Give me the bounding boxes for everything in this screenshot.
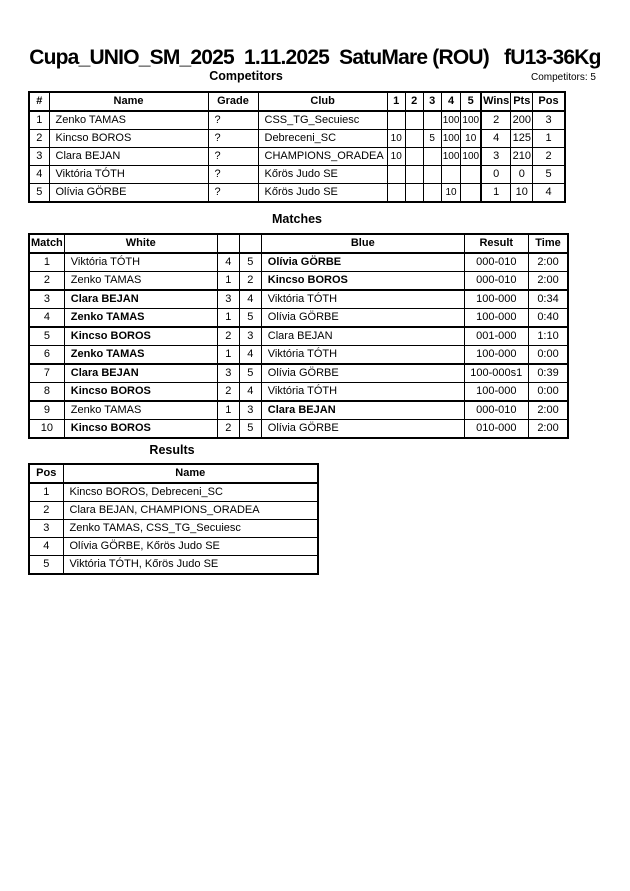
- competitors-table-body: [29, 111, 565, 202]
- header-name: Name: [49, 92, 208, 111]
- header-club: Club: [258, 92, 387, 111]
- round-3-score-cell: [423, 166, 441, 184]
- header-round-5: 5: [461, 92, 481, 111]
- matches-table-body: [29, 253, 568, 438]
- match-result-cell: 100-000: [464, 290, 528, 309]
- match-result-cell: 100-000s1: [464, 364, 528, 383]
- competitor-wins-cell: 2: [481, 111, 511, 130]
- competitor-club-cell: Kőrös Judo SE: [258, 166, 387, 184]
- round-3-score-cell: [423, 184, 441, 203]
- white-player-cell: Kincso BOROS: [64, 383, 217, 402]
- white-player-cell: Viktória TÓTH: [64, 253, 217, 272]
- header-pos: Pos: [533, 92, 565, 111]
- blue-number-cell: 5: [239, 309, 261, 328]
- match-number-cell: 8: [29, 383, 64, 402]
- round-1-score-cell: 10: [387, 148, 405, 166]
- competitor-wins-cell: 0: [481, 166, 511, 184]
- competitor-pts-cell: 0: [511, 166, 533, 184]
- blue-number-cell: 4: [239, 383, 261, 402]
- matches-header-row: [29, 234, 568, 253]
- match-row: [29, 272, 568, 291]
- competitor-pos-cell: 1: [533, 130, 565, 148]
- white-player-cell: Zenko TAMAS: [64, 401, 217, 420]
- white-number-cell: 1: [217, 309, 239, 328]
- competitor-wins-cell: 3: [481, 148, 511, 166]
- white-player-cell: Kincso BOROS: [64, 420, 217, 439]
- header-white-number: [217, 234, 239, 253]
- competitor-club-cell: CHAMPIONS_ORADEA: [258, 148, 387, 166]
- match-result-cell: 000-010: [464, 253, 528, 272]
- competitor-name-cell: Kincso BOROS: [49, 130, 208, 148]
- round-4-score-cell: 100: [441, 111, 461, 130]
- result-row: [29, 483, 318, 502]
- competitor-club-cell: CSS_TG_Secuiesc: [258, 111, 387, 130]
- competitor-club-cell: Debreceni_SC: [258, 130, 387, 148]
- header-wins: Wins: [481, 92, 511, 111]
- blue-number-cell: 5: [239, 253, 261, 272]
- competitor-row: [29, 148, 565, 166]
- blue-player-cell: Viktória TÓTH: [261, 346, 464, 365]
- header-round-2: 2: [405, 92, 423, 111]
- results-section-heading: Results: [149, 443, 195, 457]
- header-result: Result: [464, 234, 528, 253]
- header-number: #: [29, 92, 49, 111]
- blue-player-cell: Olívia GÖRBE: [261, 364, 464, 383]
- competitor-wins-cell: 4: [481, 130, 511, 148]
- round-2-score-cell: [405, 184, 423, 203]
- results-table: [28, 463, 319, 575]
- competitor-row: [29, 166, 565, 184]
- round-4-score-cell: 10: [441, 184, 461, 203]
- match-time-cell: 2:00: [528, 420, 568, 439]
- round-2-score-cell: [405, 166, 423, 184]
- header-time: Time: [528, 234, 568, 253]
- round-3-score-cell: 5: [423, 130, 441, 148]
- match-time-cell: 2:00: [528, 401, 568, 420]
- final-name-cell: Clara BEJAN, CHAMPIONS_ORADEA: [63, 502, 318, 520]
- round-4-score-cell: 100: [441, 130, 461, 148]
- match-time-cell: 0:00: [528, 383, 568, 402]
- white-player-cell: Zenko TAMAS: [64, 346, 217, 365]
- competitor-pos-cell: 3: [533, 111, 565, 130]
- round-5-score-cell: [461, 166, 481, 184]
- blue-player-cell: Kincso BOROS: [261, 272, 464, 291]
- blue-number-cell: 5: [239, 364, 261, 383]
- match-time-cell: 2:00: [528, 272, 568, 291]
- round-1-score-cell: [387, 166, 405, 184]
- white-player-cell: Clara BEJAN: [64, 364, 217, 383]
- match-number-cell: 7: [29, 364, 64, 383]
- round-1-score-cell: [387, 184, 405, 203]
- match-result-cell: 010-000: [464, 420, 528, 439]
- match-result-cell: 000-010: [464, 401, 528, 420]
- match-row: [29, 383, 568, 402]
- blue-number-cell: 2: [239, 272, 261, 291]
- blue-player-cell: Clara BEJAN: [261, 401, 464, 420]
- round-5-score-cell: [461, 184, 481, 203]
- round-2-score-cell: [405, 130, 423, 148]
- blue-player-cell: Viktória TÓTH: [261, 290, 464, 309]
- competitor-wins-cell: 1: [481, 184, 511, 203]
- competitor-number-cell: 2: [29, 130, 49, 148]
- match-row: [29, 346, 568, 365]
- final-position-cell: 5: [29, 556, 63, 575]
- header-white: White: [64, 234, 217, 253]
- header-round-1: 1: [387, 92, 405, 111]
- match-time-cell: 0:00: [528, 346, 568, 365]
- header-grade: Grade: [208, 92, 258, 111]
- match-result-cell: 100-000: [464, 346, 528, 365]
- competitor-pts-cell: 200: [511, 111, 533, 130]
- white-player-cell: Zenko TAMAS: [64, 272, 217, 291]
- white-player-cell: Kincso BOROS: [64, 327, 217, 346]
- match-number-cell: 9: [29, 401, 64, 420]
- competitor-number-cell: 3: [29, 148, 49, 166]
- white-number-cell: 1: [217, 401, 239, 420]
- round-5-score-cell: 100: [461, 111, 481, 130]
- match-time-cell: 2:00: [528, 253, 568, 272]
- white-player-cell: Clara BEJAN: [64, 290, 217, 309]
- competitors-header-row: [29, 92, 565, 111]
- match-result-cell: 100-000: [464, 383, 528, 402]
- round-5-score-cell: 100: [461, 148, 481, 166]
- header-blue: Blue: [261, 234, 464, 253]
- competitor-grade-cell: ?: [208, 111, 258, 130]
- competitor-pts-cell: 125: [511, 130, 533, 148]
- round-3-score-cell: [423, 111, 441, 130]
- white-number-cell: 1: [217, 272, 239, 291]
- round-2-score-cell: [405, 148, 423, 166]
- match-number-cell: 10: [29, 420, 64, 439]
- header-blue-number: [239, 234, 261, 253]
- round-4-score-cell: 100: [441, 148, 461, 166]
- competitors-section-heading: Competitors: [209, 69, 283, 83]
- competitor-pos-cell: 4: [533, 184, 565, 203]
- match-number-cell: 1: [29, 253, 64, 272]
- competitor-pos-cell: 5: [533, 166, 565, 184]
- competitors-count-label: Competitors: 5: [530, 72, 596, 83]
- round-1-score-cell: 10: [387, 130, 405, 148]
- competitor-name-cell: Clara BEJAN: [49, 148, 208, 166]
- match-row: [29, 364, 568, 383]
- competitor-pts-cell: 10: [511, 184, 533, 203]
- result-row: [29, 538, 318, 556]
- header-round-4: 4: [441, 92, 461, 111]
- blue-number-cell: 5: [239, 420, 261, 439]
- white-number-cell: 4: [217, 253, 239, 272]
- competitor-grade-cell: ?: [208, 148, 258, 166]
- match-result-cell: 000-010: [464, 272, 528, 291]
- result-row: [29, 556, 318, 575]
- competitor-grade-cell: ?: [208, 184, 258, 203]
- white-number-cell: 3: [217, 290, 239, 309]
- round-5-score-cell: 10: [461, 130, 481, 148]
- results-table-body: [29, 483, 318, 574]
- competitor-name-cell: Olívia GÖRBE: [49, 184, 208, 203]
- result-row: [29, 520, 318, 538]
- header-final-pos: Pos: [29, 464, 63, 483]
- match-time-cell: 0:34: [528, 290, 568, 309]
- white-number-cell: 2: [217, 327, 239, 346]
- final-position-cell: 2: [29, 502, 63, 520]
- round-1-score-cell: [387, 111, 405, 130]
- blue-player-cell: Olívia GÖRBE: [261, 309, 464, 328]
- competitor-pos-cell: 2: [533, 148, 565, 166]
- white-player-cell: Zenko TAMAS: [64, 309, 217, 328]
- match-row: [29, 401, 568, 420]
- blue-number-cell: 4: [239, 346, 261, 365]
- blue-player-cell: Olívia GÖRBE: [261, 253, 464, 272]
- matches-table: [28, 233, 569, 439]
- match-number-cell: 5: [29, 327, 64, 346]
- blue-player-cell: Clara BEJAN: [261, 327, 464, 346]
- final-name-cell: Olívia GÖRBE, Kőrös Judo SE: [63, 538, 318, 556]
- header-final-name: Name: [63, 464, 318, 483]
- blue-player-cell: Olívia GÖRBE: [261, 420, 464, 439]
- competitor-grade-cell: ?: [208, 166, 258, 184]
- white-number-cell: 3: [217, 364, 239, 383]
- match-time-cell: 0:40: [528, 309, 568, 328]
- results-header-row: [29, 464, 318, 483]
- final-name-cell: Kincso BOROS, Debreceni_SC: [63, 483, 318, 502]
- white-number-cell: 2: [217, 420, 239, 439]
- competitor-name-cell: Zenko TAMAS: [49, 111, 208, 130]
- final-position-cell: 1: [29, 483, 63, 502]
- blue-number-cell: 4: [239, 290, 261, 309]
- match-number-cell: 4: [29, 309, 64, 328]
- competitor-grade-cell: ?: [208, 130, 258, 148]
- match-result-cell: 100-000: [464, 309, 528, 328]
- header-round-3: 3: [423, 92, 441, 111]
- header-pts: Pts: [511, 92, 533, 111]
- blue-player-cell: Viktória TÓTH: [261, 383, 464, 402]
- match-row: [29, 309, 568, 328]
- competitor-pts-cell: 210: [511, 148, 533, 166]
- competitor-row: [29, 130, 565, 148]
- match-row: [29, 290, 568, 309]
- blue-number-cell: 3: [239, 327, 261, 346]
- white-number-cell: 1: [217, 346, 239, 365]
- competitor-number-cell: 4: [29, 166, 49, 184]
- match-result-cell: 001-000: [464, 327, 528, 346]
- blue-number-cell: 3: [239, 401, 261, 420]
- round-3-score-cell: [423, 148, 441, 166]
- match-row: [29, 253, 568, 272]
- final-name-cell: Zenko TAMAS, CSS_TG_Secuiesc: [63, 520, 318, 538]
- match-row: [29, 327, 568, 346]
- competitor-row: [29, 184, 565, 203]
- white-number-cell: 2: [217, 383, 239, 402]
- competitor-name-cell: Viktória TÓTH: [49, 166, 208, 184]
- round-4-score-cell: [441, 166, 461, 184]
- match-time-cell: 0:39: [528, 364, 568, 383]
- matches-section-heading: Matches: [271, 212, 323, 226]
- header-match: Match: [29, 234, 64, 253]
- final-name-cell: Viktória TÓTH, Kőrös Judo SE: [63, 556, 318, 575]
- competitor-number-cell: 1: [29, 111, 49, 130]
- competitor-club-cell: Kőrös Judo SE: [258, 184, 387, 203]
- match-number-cell: 2: [29, 272, 64, 291]
- match-time-cell: 1:10: [528, 327, 568, 346]
- final-position-cell: 4: [29, 538, 63, 556]
- match-row: [29, 420, 568, 439]
- competitor-row: [29, 111, 565, 130]
- round-2-score-cell: [405, 111, 423, 130]
- page-title: Cupa_UNIO_SM_2025 1.11.2025 SatuMare (ROU) fU13-36Kg: [29, 46, 601, 69]
- match-number-cell: 6: [29, 346, 64, 365]
- match-number-cell: 3: [29, 290, 64, 309]
- result-row: [29, 502, 318, 520]
- final-position-cell: 3: [29, 520, 63, 538]
- competitors-table: [28, 91, 566, 203]
- competitor-number-cell: 5: [29, 184, 49, 203]
